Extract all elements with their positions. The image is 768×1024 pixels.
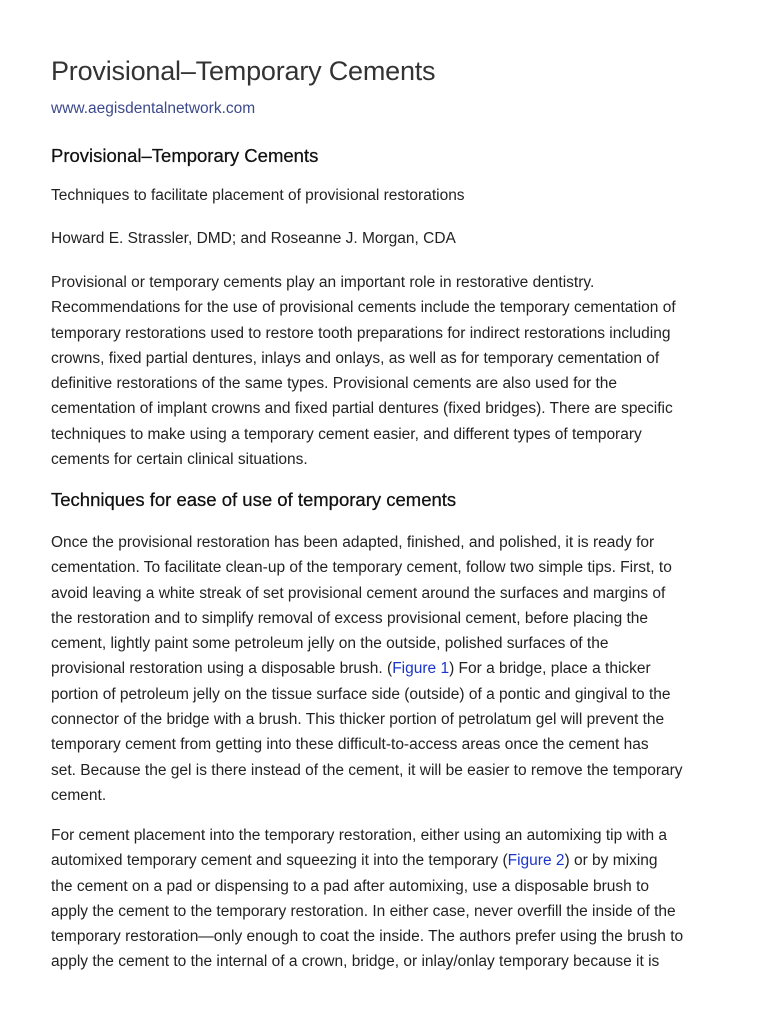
article-authors: Howard E. Strassler, DMD; and Roseanne J. Morgan, CDA	[51, 230, 456, 247]
section-heading: Techniques for ease of use of temporary cements	[51, 489, 457, 510]
line-text: provisional restoration using a disposable brush. (	[51, 660, 393, 678]
paragraph-line: Provisional or temporary cements play an important role in restorative dentistry.	[51, 274, 595, 291]
paragraph-line: Recommendations for the use of provisional cements include the temporary cementation of	[51, 299, 676, 317]
paragraph-line: apply the cement to the internal of a crown, bridge, or inlay/onlay temporary because it is	[51, 953, 660, 971]
paragraph-line: the cement on a pad or dispensing to a pad after automixing, use a disposable brush to	[51, 877, 649, 895]
paragraph-line: Once the provisional restoration has been adapted, finished, and polished, it is ready for	[51, 534, 655, 551]
paragraph-line: temporary cement from getting into these difficult-to-access areas once the cement has	[51, 736, 649, 754]
line-text: ) For a bridge, place a thicker	[449, 660, 651, 678]
paragraph-line: portion of petroleum jelly on the tissue surface side (outside) of a pontic and gingival to the	[51, 685, 671, 703]
techniques-paragraph	[51, 530, 723, 808]
paragraph-line: set. Because the gel is there instead of the cement, it will be easier to remove the temporary	[51, 761, 683, 779]
paragraph-line-with-link	[51, 848, 723, 873]
article-title: Provisional–Temporary Cements	[51, 145, 319, 166]
paragraph-line: avoid leaving a white streak of set provisional cement around the surfaces and margins of	[51, 584, 666, 602]
placement-paragraph	[51, 823, 723, 975]
paragraph-line: cementation of implant crowns and fixed partial dentures (fixed bridges). There are specific	[51, 400, 673, 418]
paragraph-line: techniques to make using a temporary cement easier, and different types of temporary	[51, 425, 642, 443]
paragraph-line: connector of the bridge with a brush. This thicker portion of petrolatum gel will prevent the	[51, 711, 665, 729]
paragraph-line: apply the cement to the temporary restoration. In either case, never overfill the inside of the	[51, 902, 676, 920]
figure-2-link[interactable]: Figure 2	[507, 852, 565, 870]
line-text: ) or by mixing	[564, 852, 658, 870]
paragraph-line: For cement placement into the temporary restoration, either using an automixing tip with a	[51, 827, 668, 844]
paragraph-line: crowns, fixed partial dentures, inlays and onlays, as well as for temporary cementation of	[51, 349, 660, 367]
paragraph-line: cementation. To facilitate clean-up of the temporary cement, follow two simple tips. First, to	[51, 559, 672, 577]
paragraph-line: cements for certain clinical situations.	[51, 451, 308, 469]
article-subtitle: Techniques to facilitate placement of provisional restorations	[51, 187, 465, 204]
paragraph-line: the restoration and to simplify removal of excess provisional cement, before placing the	[51, 609, 649, 627]
source-url-link[interactable]: www.aegisdentalnetwork.com	[51, 100, 256, 117]
paragraph-line: definitive restorations of the same types. Provisional cements are also used for the	[51, 375, 618, 393]
line-text: automixed temporary cement and squeezing it into the temporary (	[51, 852, 508, 870]
document-title: Provisional–Temporary Cements	[51, 56, 436, 86]
intro-paragraph	[51, 270, 723, 472]
paragraph-line: cement.	[51, 786, 107, 804]
paragraph-line: cement, lightly paint some petroleum jelly on the outside, polished surfaces of the	[51, 635, 609, 653]
figure-1-link[interactable]: Figure 1	[392, 660, 450, 678]
paragraph-line: temporary restorations used to restore tooth preparations for indirect restorations including	[51, 324, 671, 342]
paragraph-line-with-link	[51, 656, 723, 681]
paragraph-line: temporary restoration—only enough to coat the inside. The authors prefer using the brush to	[51, 928, 684, 946]
